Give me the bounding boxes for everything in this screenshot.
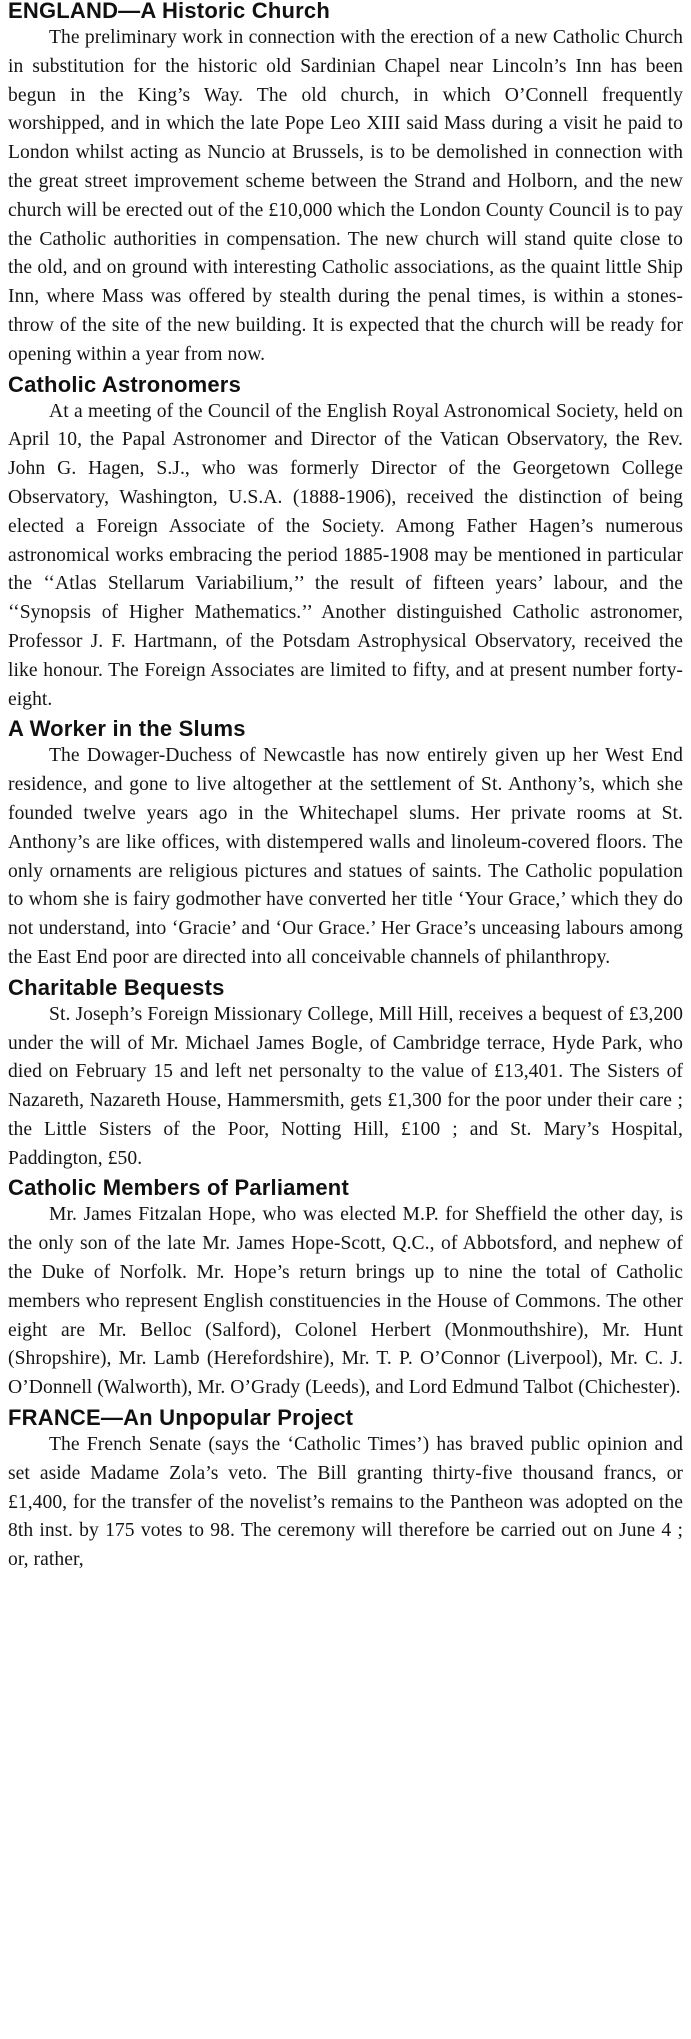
article-catholic-members-parliament	[8, 1175, 683, 1403]
article-heading: Catholic Astronomers	[8, 371, 242, 397]
article-heading: Catholic Members of Parliament	[8, 1175, 349, 1201]
article-body: The French Senate (says the ‘Catholic Times’) has braved public opinion and set aside Madame Zola’s veto. The Bill granting thirty-five thousand francs, or £1,400, for the transfer of the novelist’s remains to the Pantheon was adopted on the 8th inst. by 175 votes to 98. The ceremony will therefore be carried out on June 4 ; or, rather,	[8, 1434, 683, 1571]
article-worker-in-slums	[8, 716, 683, 972]
article-heading: Charitable Bequests	[8, 974, 225, 1000]
article-catholic-astronomers	[8, 372, 683, 715]
article-heading: A Worker in the Slums	[8, 716, 246, 742]
article-body: The Dowager-Duchess of Newcastle has now entirely given up her West End residence, and gone to live altogether at the settlement of St. Anthony’s, which she founded twelve years ago in the Whitechapel slums. Her private rooms at St. Anthony’s are like offices, with distempered walls and linoleum-covered floors. The only ornaments are religious pictures and statues of saints. The Catholic population to whom she is fairy godmother have converted her title ‘Your Grace,’ which they do not understand, into ‘Gracie’ and ‘Our Grace.’ Her Grace’s unceasing labours among the East End poor are directed into all conceivable channels of philanthropy.	[8, 745, 683, 968]
article-body: At a meeting of the Council of the English Royal Astronomical Society, held on April 10, the Papal Astronomer and Director of the Vatican Observatory, the Rev. John G. Hagen, S.J., who was formerly Director of the Georgetown College Observatory, Washington, U.S.A. (1888-1906), received the distinction of being elected a Foreign Associate of the Society. Among Father Hagen’s numerous astronomical works embracing the period 1885-1908 may be mentioned in particular the ‘‘Atlas Stellarum Variabilium,’’ the result of fifteen years’ labour, and the ‘‘Synopsis of Higher Mathematics.’’ Another distinguished Catholic astronomer, Professor J. F. Hartmann, of the Potsdam Astrophysical Observatory, received the like honour. The Foreign Associates are limited to fifty, and at present number forty-eight.	[8, 400, 683, 710]
article-unpopular-project	[8, 1405, 683, 1575]
article-body: Mr. James Fitzalan Hope, who was elected M.P. for Sheffield the other day, is the only son of the late Mr. James Hope-Scott, Q.C., of Abbotsford, and nephew of the Duke of Norfolk. Mr. Hope’s return brings up to nine the total of Catholic members who represent English constituencies in the House of Commons. The other eight are Mr. Belloc (Salford), Colonel Herbert (Monmouthshire), Mr. Hunt (Shropshire), Mr. Lamb (Herefordshire), Mr. T. P. O’Connor (Liverpool), Mr. C. J. O’Donnell (Walworth), Mr. O’Grady (Leeds), and Lord Edmund Talbot (Chichester).	[8, 1204, 683, 1399]
article-body: The preliminary work in connection with the erection of a new Catholic Church in substitution for the historic old Sardinian Chapel near Lincoln’s Inn has been begun in the King’s Way. The old church, in which O’Connell frequently worshipped, and in which the late Pope Leo XIII said Mass during a visit he paid to London whilst acting as Nuncio at Brussels, is to be demolished in connection with the great street improvement scheme between the Strand and Holborn, and the new church will be erected out of the £10,000 which the London County Council is to pay the Catholic authorities in compensation. The new church will stand quite close to the old, and on ground with interesting Catholic associations, as the quaint little Ship Inn, where Mass was offered by stealth during the penal times, is within a stones-throw of the site of the new building. It is expected that the church will be ready for opening within a year from now.	[8, 27, 683, 365]
article-heading: ENGLAND—A Historic Church	[8, 0, 330, 23]
article-historic-church	[8, 0, 683, 370]
article-charitable-bequests	[8, 975, 683, 1174]
article-body: St. Joseph’s Foreign Missionary College, Mill Hill, receives a bequest of £3,200 under the will of Mr. Michael James Bogle, of Cambridge terrace, Hyde Park, who died on February 15 and left net personalty to the value of £13,401. The Sisters of Nazareth, Nazareth House, Hammersmith, gets £1,300 for the poor under their care ; the Little Sisters of the Poor, Notting Hill, £100 ; and St. Mary’s Hospital, Paddington, £50.	[8, 1003, 683, 1169]
article-heading: FRANCE—An Unpopular Project	[8, 1405, 354, 1431]
